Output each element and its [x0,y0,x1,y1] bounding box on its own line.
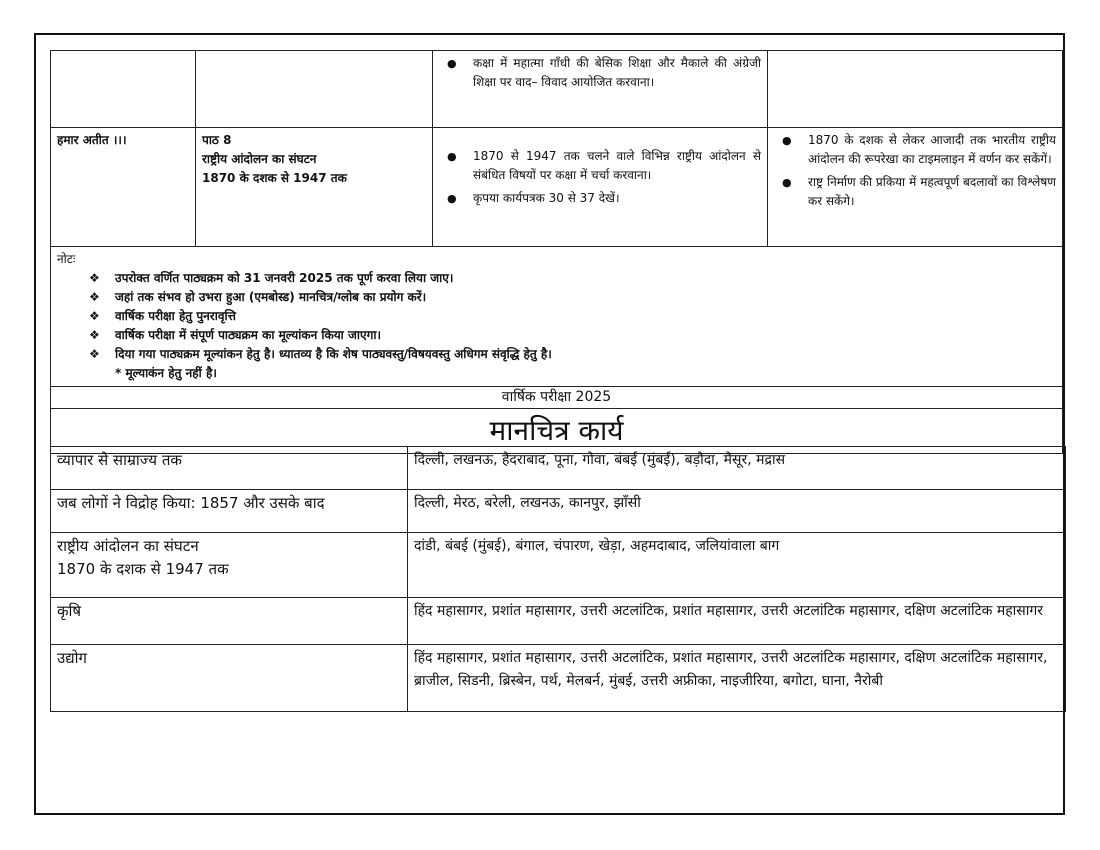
map-topic: व्यापार से साम्राज्य तक [51,447,408,490]
notes-heading: नोटः [57,252,76,266]
book-cell [51,128,196,247]
note-item: ❖ उपरोक्त वर्णित पाठ्यक्रम को 31 जनवरी 2025 तक पूर्ण करवा लिया जाए। [115,269,1056,288]
chapter-period: 1870 के दशक से 1947 तक [202,171,347,185]
note-item: ❖ जहां तक संभव हो उभरा हुआ (एमबोस्ड) मानचित्र/ग्लोब का प्रयोग करें। [115,288,1056,307]
table-row [51,128,1063,247]
note-item: ❖ वार्षिक परीक्षा हेतु पुनरावृत्ति [115,307,1056,326]
table-row [51,598,1066,645]
exam-heading: वार्षिक परीक्षा 2025 [51,387,1063,409]
outcomes-cell-empty [768,51,1063,128]
notes-cell [51,247,1063,387]
activities-cell [433,51,768,128]
map-topic-cell [51,533,408,598]
map-topic: कृषि [51,598,408,645]
book-cell-empty [51,51,196,128]
list-item: ● कक्षा में महात्मा गाँधी की बेसिक शिक्षा और मैकाले की अंग्रेजी शिक्षा पर वाद– विवाद आयोजित करवाना। [473,54,761,92]
chapter-title: पाठ 8 [202,133,232,147]
map-places: दांडी, बंबई (मुंबई), बंगाल, चंपारण, खेड़ा, अहमदाबाद, जलियांवाला बाग [408,533,1066,598]
table-row [51,533,1066,598]
map-work-table [50,446,1066,712]
list-item: ● कृपया कार्यपत्रक 30 से 37 देखें। [473,189,761,208]
note-item: ❖ वार्षिक परीक्षा में संपूर्ण पाठ्यक्रम का मूल्यांकन किया जाएगा। [115,326,1056,345]
exam-heading-row [51,387,1063,409]
book-name: हमार अतीत ।।। [57,133,127,147]
note-extra: * मूल्याकंन हेतु नहीं है। [115,366,217,380]
list-item: ● राष्ट्र निर्माण की प्रकिया में महत्वपूर्ण बदलावों का विश्लेषण कर सकेंगे। [808,173,1056,211]
chapter-cell-empty [196,51,433,128]
notes-row [51,247,1063,387]
chapter-cell [196,128,433,247]
map-topic: जब लोगों ने विद्रोह किया: 1857 और उसके बाद [51,490,408,533]
outcomes-cell [768,128,1063,247]
map-topic: उद्योग [51,645,408,712]
note-item: ❖ दिया गया पाठ्यक्रम मूल्यांकन हेतु है। ध्यातव्य है कि शेष पाठ्यवस्तु/विषयवस्तु अधिगम संवृद्धि हेतु है। [115,345,1056,364]
activities-cell [433,128,768,247]
map-topic-period: 1870 के दशक से 1947 तक [57,560,229,578]
map-work-heading: मानचित्र कार्य [51,409,1063,454]
map-places: हिंद महासागर, प्रशांत महासागर, उत्तरी अटलांटिक, प्रशांत महासागर, उत्तरी अटलांटिक महासागर, दक्षिण अटलांटिक महासागर [408,598,1066,645]
chapter-name: राष्ट्रीय आंदोलन का संघटन [202,152,317,166]
map-places: दिल्ली, लखनऊ, हैदराबाद, पूना, गोवा, बंबई (मुंबई), बड़ौदा, मैसूर, मद्रास [408,447,1066,490]
syllabus-table [50,50,1063,454]
table-row [51,490,1066,533]
list-item: ● 1870 से 1947 तक चलने वाले विभिन्न राष्ट्रीय आंदोलन से संबंधित विषयों पर कक्षा में चर्चा करवाना। [473,147,761,185]
map-places: दिल्ली, मेरठ, बरेली, लखनऊ, कानपुर, झाँसी [408,490,1066,533]
table-row [51,51,1063,128]
table-row [51,447,1066,490]
table-row [51,645,1066,712]
map-topic: राष्ट्रीय आंदोलन का संघटन [57,537,199,555]
list-item: ● 1870 के दशक से लेकर आजादी तक भारतीय राष्ट्रीय आंदोलन की रूपरेखा का टाइमलाइन में वर्णन कर सकेंगें। [808,131,1056,169]
map-places: हिंद महासागर, प्रशांत महासागर, उत्तरी अटलांटिक, प्रशांत महासागर, उत्तरी अटलांटिक महासागर, दक्षिण अटलांटिक महासागर, ब्राजील, सिडनी, ब्रिस्बेन, पर्थ, मेलबर्न, मुंबई, उत्तरी अफ्रीका, नाइजीरिया, बगोटा, घाना, नैरोबी [408,645,1066,712]
